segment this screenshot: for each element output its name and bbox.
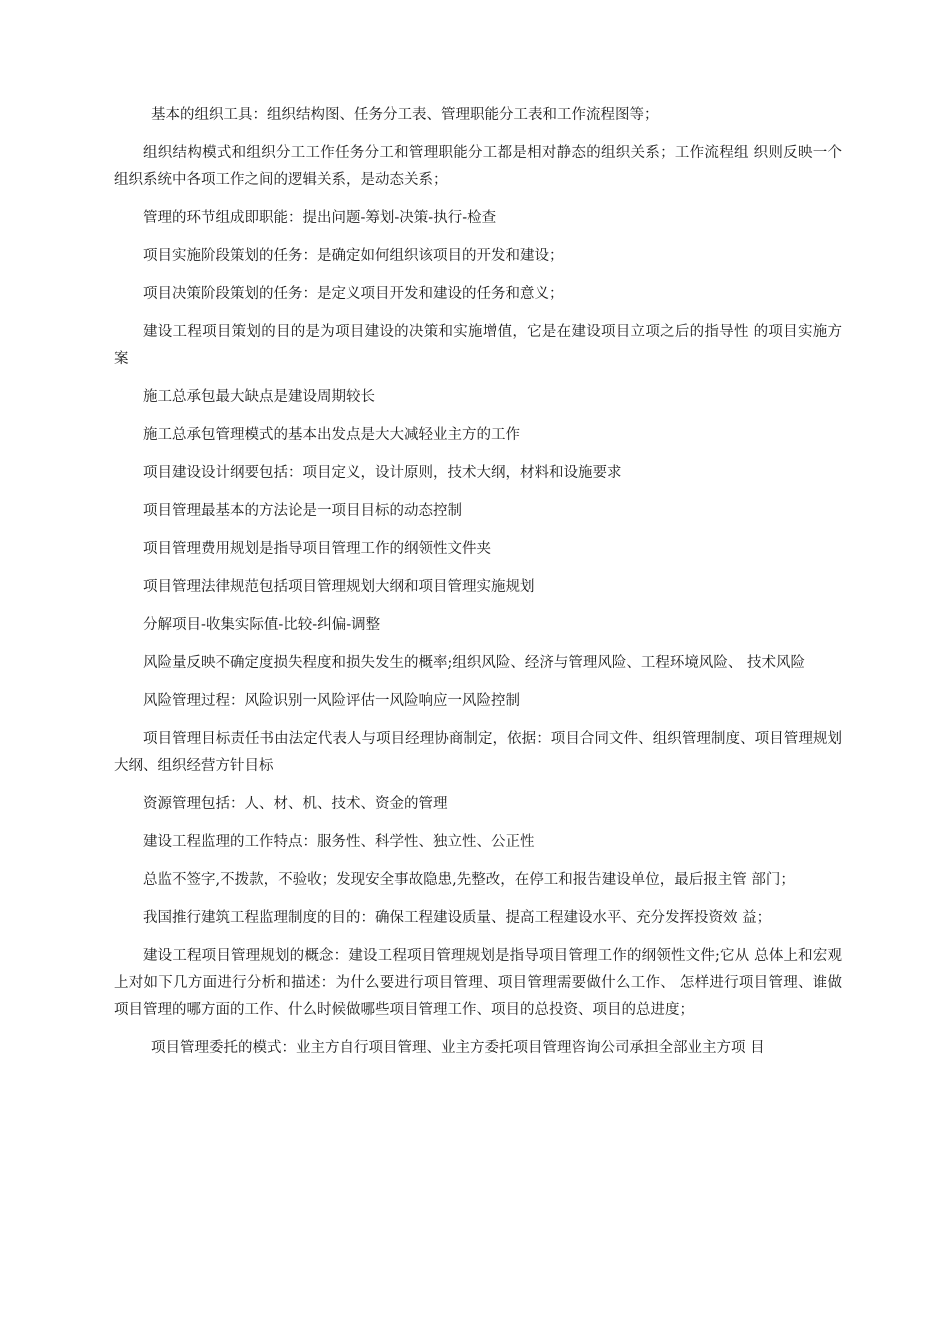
document-body: [114, 102, 842, 1073]
paragraph: 项目管理委托的模式：业主方自行项目管理、业主方委托项目管理咨询公司承担全部业主方项 目: [151, 1040, 765, 1056]
paragraph: 项目实施阶段策划的任务：是确定如何组织该项目的开发和建设；: [143, 248, 564, 264]
paragraph: 施工总承包最大缺点是建设周期较长: [143, 389, 375, 405]
paragraph: 分解项目-收集实际值-比较-纠偏-调整: [143, 617, 381, 633]
paragraph: 项目管理法律规范包括项目管理规划大纲和项目管理实施规划: [143, 579, 535, 595]
paragraph: 风险管理过程：风险识别一风险评估一风险响应一风险控制: [143, 693, 520, 709]
paragraph: 项目管理最基本的方法论是一项目目标的动态控制: [143, 503, 462, 519]
paragraph: 我国推行建筑工程监理制度的目的：确保工程建设质量、提高工程建设水平、充分发挥投资效 益；: [143, 910, 772, 926]
paragraph: 建设工程项目策划的目的是为项目建设的决策和实施增值，它是在建设项目立项之后的指导性 的项目实施方案: [114, 324, 842, 367]
paragraph: 资源管理包括：人、材、机、技术、资金的管理: [143, 796, 448, 812]
paragraph: 管理的环节组成即职能：提出问题-筹划-决策-执行-检查: [143, 210, 497, 226]
paragraph: 项目管理目标责任书由法定代表人与项目经理协商制定，依据：项目合同文件、组织管理制度、项目管理规划大纲、组织经营方针目标: [114, 731, 842, 774]
paragraph: 基本的组织工具：组织结构图、任务分工表、管理职能分工表和工作流程图等；: [151, 107, 659, 123]
paragraph: 项目决策阶段策划的任务：是定义项目开发和建设的任务和意义；: [143, 286, 564, 302]
paragraph: 总监不签字,不拨款，不验收；发现安全事故隐患,先整改，在停工和报告建设单位，最后报主管 部门；: [143, 872, 795, 888]
paragraph: 项目管理费用规划是指导项目管理工作的纲领性文件夹: [143, 541, 491, 557]
paragraph: 建设工程监理的工作特点：服务性、科学性、独立性、公正性: [143, 834, 535, 850]
paragraph: 建设工程项目管理规划的概念：建设工程项目管理规划是指导项目管理工作的纲领性文件;它从 总体上和宏观上对如下几方面进行分析和描述：为什么要进行项目管理、项目管理需要做什么工作、 怎样进行项目管理、谁做项目管理的哪方面的工作、什么时候做哪些项目管理工作、项目的总投资、项目的总进度；: [114, 948, 842, 1018]
paragraph: 风险量反映不确定度损失程度和损失发生的概率;组织风险、经济与管理风险、工程环境风险、 技术风险: [143, 655, 805, 671]
paragraph: 项目建设设计纲要包括：项目定义，设计原则，技术大纲，材料和设施要求: [143, 465, 622, 481]
paragraph: 组织结构模式和组织分工工作任务分工和管理职能分工都是相对静态的组织关系；工作流程组 织则反映一个组织系统中各项工作之间的逻辑关系，是动态关系；: [114, 145, 842, 188]
paragraph: 施工总承包管理模式的基本出发点是大大减轻业主方的工作: [143, 427, 520, 443]
